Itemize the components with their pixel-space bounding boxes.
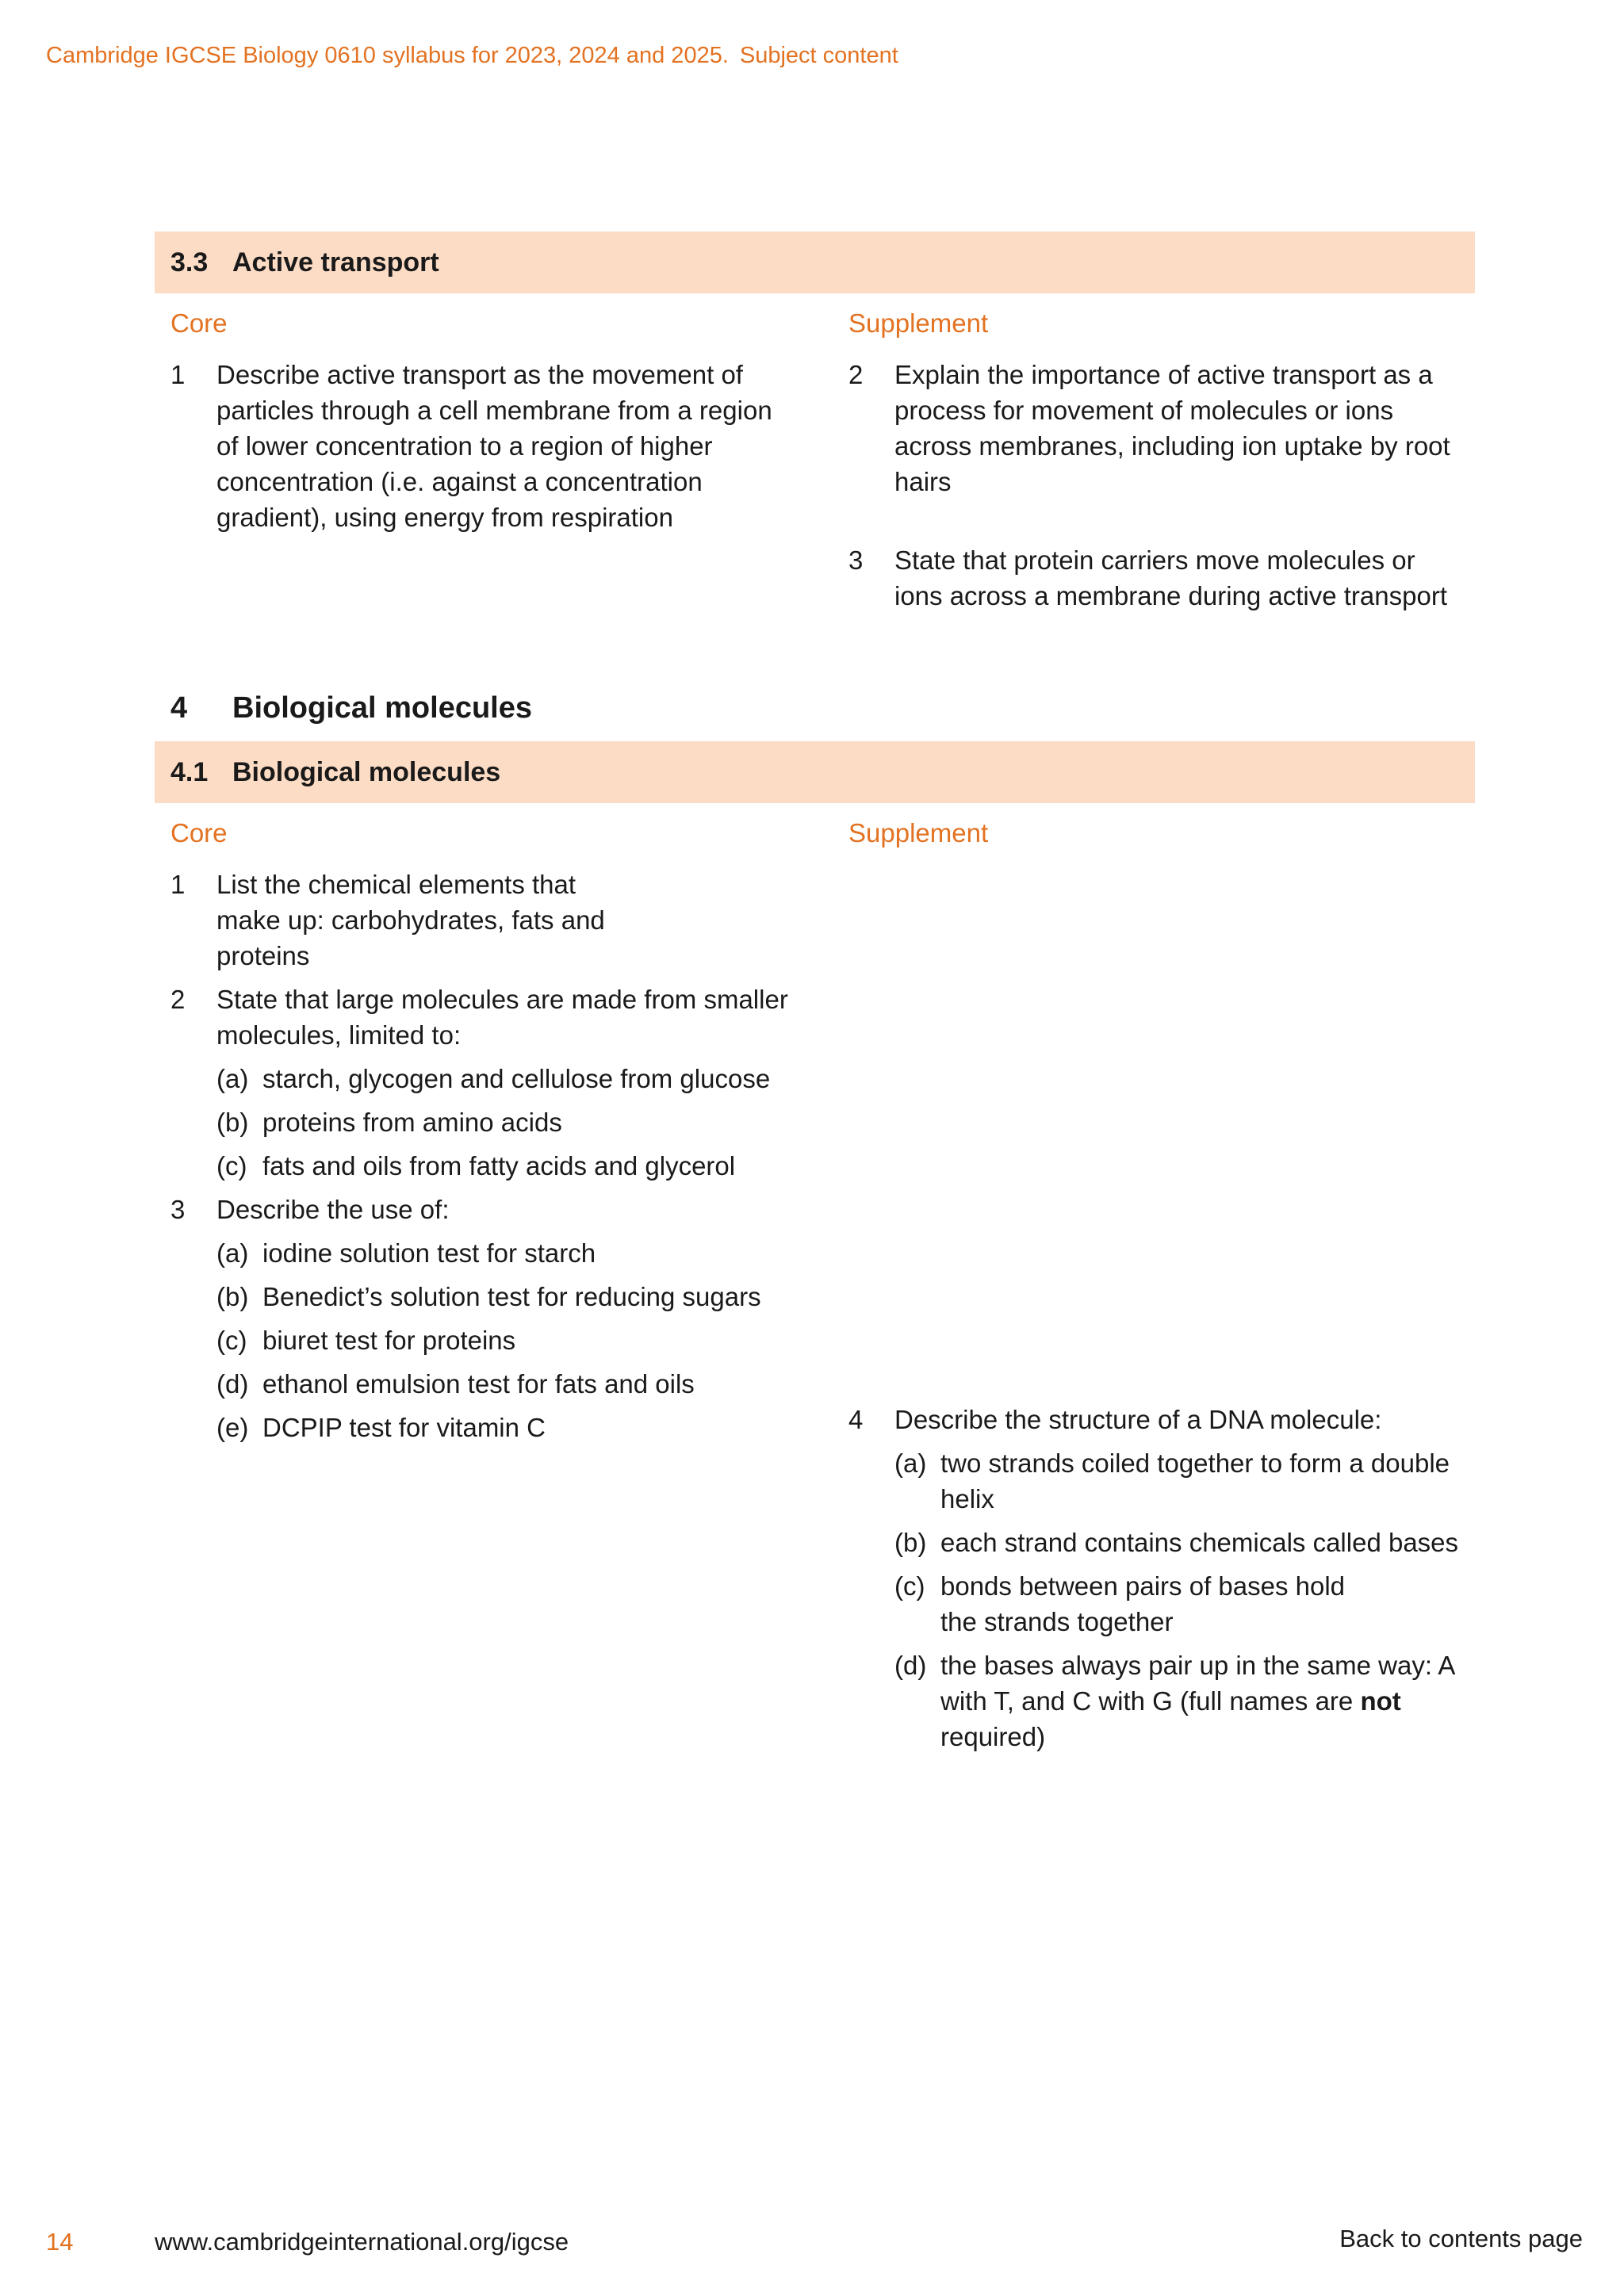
sub-letter: (e)	[216, 1413, 249, 1442]
sub-letter: (c)	[894, 1571, 925, 1601]
item-text: List the chemical elements that make up: carbohydrates, fats and proteins	[216, 870, 605, 970]
sub-letter: (d)	[894, 1651, 927, 1680]
item-text: Describe active transport as the movement of particles through a cell membrane from a region of lower concentration to a region of higher concentration (i.e. against a concentration gradient), using energy from respiration	[216, 360, 772, 532]
sub-letter: (a)	[216, 1238, 249, 1268]
list-item	[155, 357, 833, 535]
item-number: 1	[170, 870, 186, 899]
core-label: Core	[170, 818, 228, 848]
page-content	[155, 232, 1475, 1755]
supplement-column	[833, 293, 1475, 614]
item-text: State that large molecules are made from smaller molecules, limited to:	[216, 985, 788, 1050]
item-number: 1	[170, 360, 186, 389]
core-column	[155, 803, 833, 1755]
sub-item	[833, 1647, 1475, 1755]
sub-letter: (a)	[894, 1448, 927, 1478]
section-4-1-heading	[155, 741, 1475, 803]
core-column	[155, 293, 833, 614]
sub-text: bonds between pairs of bases hold the strands together	[940, 1571, 1346, 1636]
item-text: Describe the structure of a DNA molecule:	[894, 1405, 1382, 1434]
list-item	[155, 982, 833, 1053]
sub-item	[155, 1104, 833, 1140]
sub-text: iodine solution test for starch	[262, 1238, 596, 1268]
item-number: 2	[848, 360, 864, 389]
sub-letter: (c)	[216, 1151, 247, 1181]
sub-letter: (b)	[894, 1528, 927, 1557]
sub-item	[155, 1061, 833, 1096]
sub-item	[155, 1279, 833, 1314]
sub-text: ethanol emulsion test for fats and oils	[262, 1369, 695, 1399]
list-item	[833, 542, 1475, 614]
item-text: Explain the importance of active transport as a process for movement of molecules or ions across membranes, including ion uptake by root hairs	[894, 360, 1450, 496]
sub-text-pre: the bases always pair up in the same way: A with T, and C with G (full names are	[940, 1651, 1454, 1716]
topic-title: Biological molecules	[232, 691, 532, 725]
header-title: Cambridge IGCSE Biology 0610 syllabus for 2023, 2024 and 2025.	[46, 43, 729, 68]
item-number: 2	[170, 985, 186, 1014]
supplement-label: Supplement	[848, 818, 989, 848]
section-4-1-columns	[155, 803, 1475, 1755]
list-item	[155, 867, 833, 974]
sub-item	[155, 1235, 833, 1271]
sub-item	[155, 1366, 833, 1402]
sub-item	[155, 1410, 833, 1445]
item-number: 3	[848, 545, 864, 575]
section-3-3-columns	[155, 293, 1475, 614]
running-header	[46, 43, 898, 69]
sub-letter: (b)	[216, 1282, 249, 1311]
item-number: 3	[170, 1195, 186, 1224]
sub-text: proteins from amino acids	[262, 1108, 562, 1137]
supplement-label: Supplement	[848, 308, 989, 338]
supplement-column	[833, 803, 1475, 1755]
sub-letter: (a)	[216, 1064, 249, 1093]
list-item	[155, 1192, 833, 1227]
sub-text: starch, glycogen and cellulose from glucose	[262, 1064, 771, 1093]
sub-text: DCPIP test for vitamin C	[262, 1413, 546, 1442]
header-section: Subject content	[739, 43, 898, 68]
sub-item	[833, 1445, 1475, 1517]
item-number: 4	[848, 1405, 864, 1434]
topic-number: 4	[170, 691, 188, 725]
sub-item	[833, 1568, 1475, 1640]
section-number: 4.1	[170, 756, 209, 787]
section-title: Active transport	[232, 247, 439, 277]
sub-item	[155, 1322, 833, 1358]
list-item	[833, 1402, 1475, 1437]
sub-text-bold: not	[1360, 1686, 1401, 1716]
sub-letter: (d)	[216, 1369, 249, 1399]
sub-text: each strand contains chemicals called bases	[940, 1528, 1459, 1557]
page-number: 14	[46, 2228, 74, 2256]
back-to-contents-link[interactable]: Back to contents page	[1339, 2225, 1583, 2252]
topic-heading	[155, 691, 1475, 725]
sub-text: Benedict’s solution test for reducing sugars	[262, 1282, 761, 1311]
core-label: Core	[170, 308, 228, 338]
sub-letter: (b)	[216, 1108, 249, 1137]
sub-text: fats and oils from fatty acids and glycerol	[262, 1151, 736, 1181]
section-3-3-heading	[155, 232, 1475, 293]
section-number: 3.3	[170, 247, 209, 277]
sub-text: biuret test for proteins	[262, 1326, 516, 1355]
sub-text	[940, 1647, 1475, 1755]
item-text: State that protein carriers move molecules or ions across a membrane during active transport	[894, 545, 1447, 610]
sub-item	[833, 1525, 1475, 1560]
footer-url-link[interactable]: www.cambridgeinternational.org/igcse	[155, 2228, 569, 2256]
sub-letter: (c)	[216, 1326, 247, 1355]
sub-item	[155, 1148, 833, 1184]
sub-text-post: required)	[940, 1722, 1046, 1751]
sub-text: two strands coiled together to form a double helix	[940, 1448, 1450, 1513]
section-title: Biological molecules	[232, 756, 501, 787]
list-item	[833, 357, 1475, 499]
item-text: Describe the use of:	[216, 1195, 450, 1224]
